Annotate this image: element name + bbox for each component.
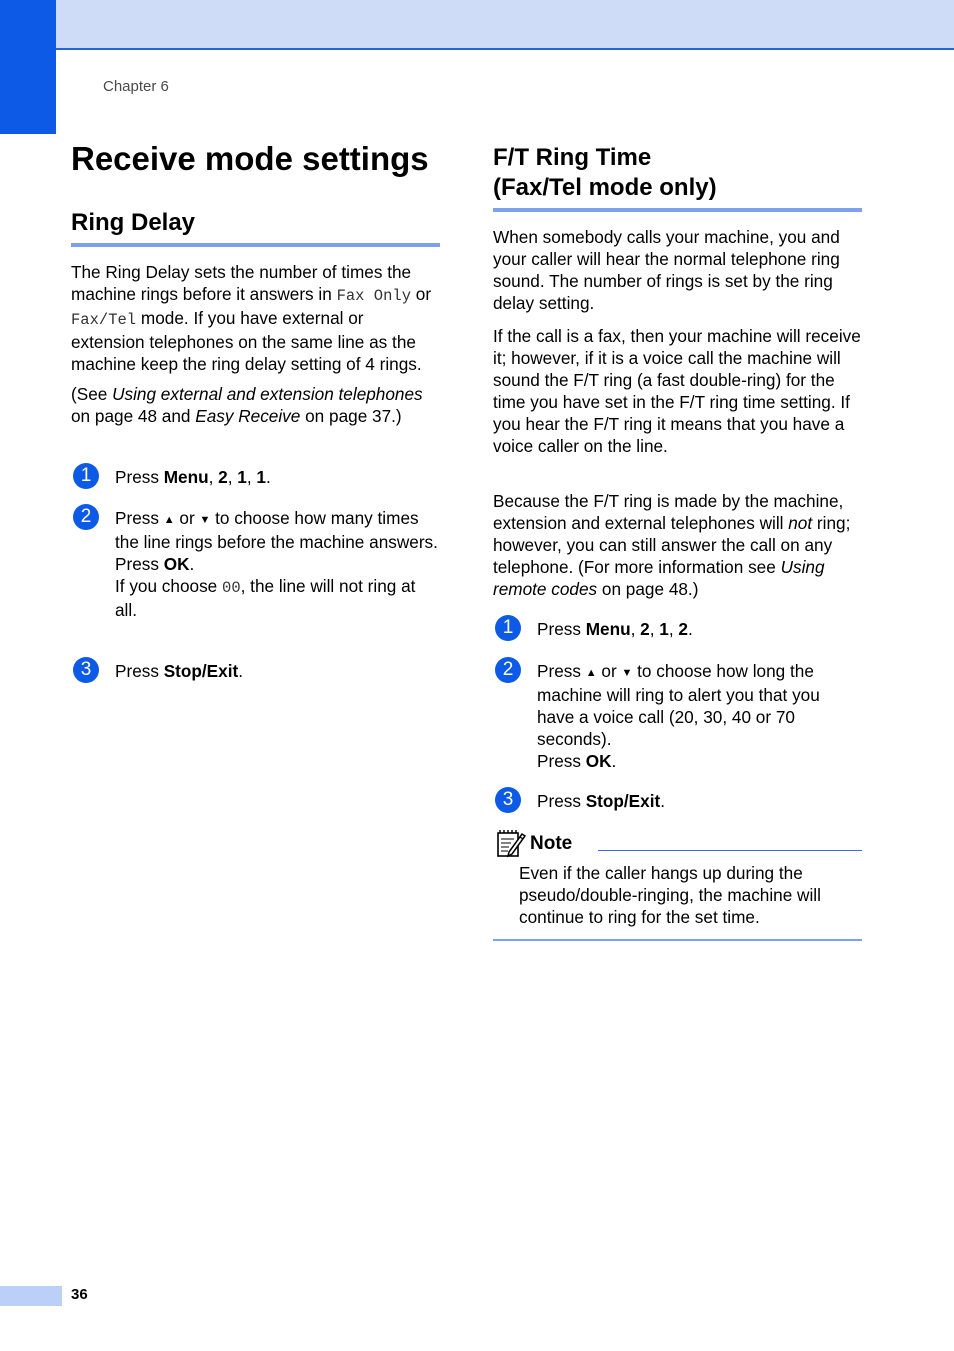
step-number: 1 [73, 463, 99, 489]
ft-paragraph-1: When somebody calls your machine, you and your caller will hear the normal telephone ring sound. The number of rings is set by the ring delay setting. [493, 227, 840, 313]
up-arrow-icon: ▲ [163, 514, 175, 526]
note-pad-icon [496, 828, 526, 858]
link-easy-receive: Easy Receive [195, 406, 301, 426]
step-number: 1 [495, 615, 521, 641]
step-text: Press Menu, 2, 1, 1. [115, 467, 271, 487]
step-number: 2 [73, 504, 99, 530]
link-external-extension: Using external and extension telephones [112, 384, 423, 404]
step-number: 3 [495, 787, 521, 813]
step-text: Press Stop/Exit. [115, 661, 243, 681]
link-remote-codes: Using remote codes [493, 557, 825, 599]
step-number: 2 [495, 657, 521, 683]
step-text: Press Menu, 2, 1, 2. [537, 619, 693, 639]
down-arrow-icon: ▼ [199, 514, 211, 526]
header-band [0, 0, 954, 48]
up-arrow-icon: ▲ [585, 667, 597, 679]
note-rule [598, 850, 862, 851]
chapter-tab [0, 0, 56, 134]
note-bottom-rule [493, 939, 862, 941]
ring-delay-intro: The Ring Delay sets the number of times the machine rings before it answers in Fax Only or Fax/Tel mode. If you have external or extension telephones on the same line as the machine keep the ring delay setting of 4 rings. [71, 262, 432, 374]
chapter-label: Chapter 6 [103, 78, 169, 95]
ft-paragraph-3: Because the F/T ring is made by the machine, extension and external telephones will not ring; however, you can still answer the call on any telephone. (For more information see Using remote codes on page 48.) [493, 491, 851, 599]
header-rule [56, 48, 954, 50]
step-text: Press ▲ or ▼ to choose how many times the line rings before the machine answers. Press OK. If you choose 00, the line will not ring at all. [115, 508, 438, 620]
ring-delay-rule [71, 243, 440, 247]
note-title: Note [530, 833, 573, 854]
note-text: Even if the caller hangs up during the pseudo/double-ringing, the machine will continue to ring for the set time. [519, 863, 821, 927]
step-number: 3 [73, 657, 99, 683]
down-arrow-icon: ▼ [621, 667, 633, 679]
ring-delay-heading: Ring Delay [71, 209, 196, 236]
ring-delay-see-also: (See Using external and extension telephones on page 48 and Easy Receive on page 37.) [71, 384, 423, 426]
step-text: Press ▲ or ▼ to choose how long the machine will ring to alert you that you have a voice call (20, 30, 40 or 70 seconds). Press OK. [537, 661, 820, 771]
ft-ring-time-heading: F/T Ring Time (Fax/Tel mode only) [493, 144, 717, 201]
step-text: Press Stop/Exit. [537, 791, 665, 811]
ft-ring-time-rule [493, 208, 862, 212]
ft-paragraph-2: If the call is a fax, then your machine will receive it; however, if it is a voice call the machine will sound the F/T ring (a fast double-ring) for the time you have set in the F/T ring time setting. If you hear the F/T ring it means that you have a voice caller on the line. [493, 326, 861, 456]
page-number: 36 [71, 1286, 88, 1303]
page-title: Receive mode settings [71, 140, 429, 177]
page-number-tab [0, 1286, 62, 1306]
